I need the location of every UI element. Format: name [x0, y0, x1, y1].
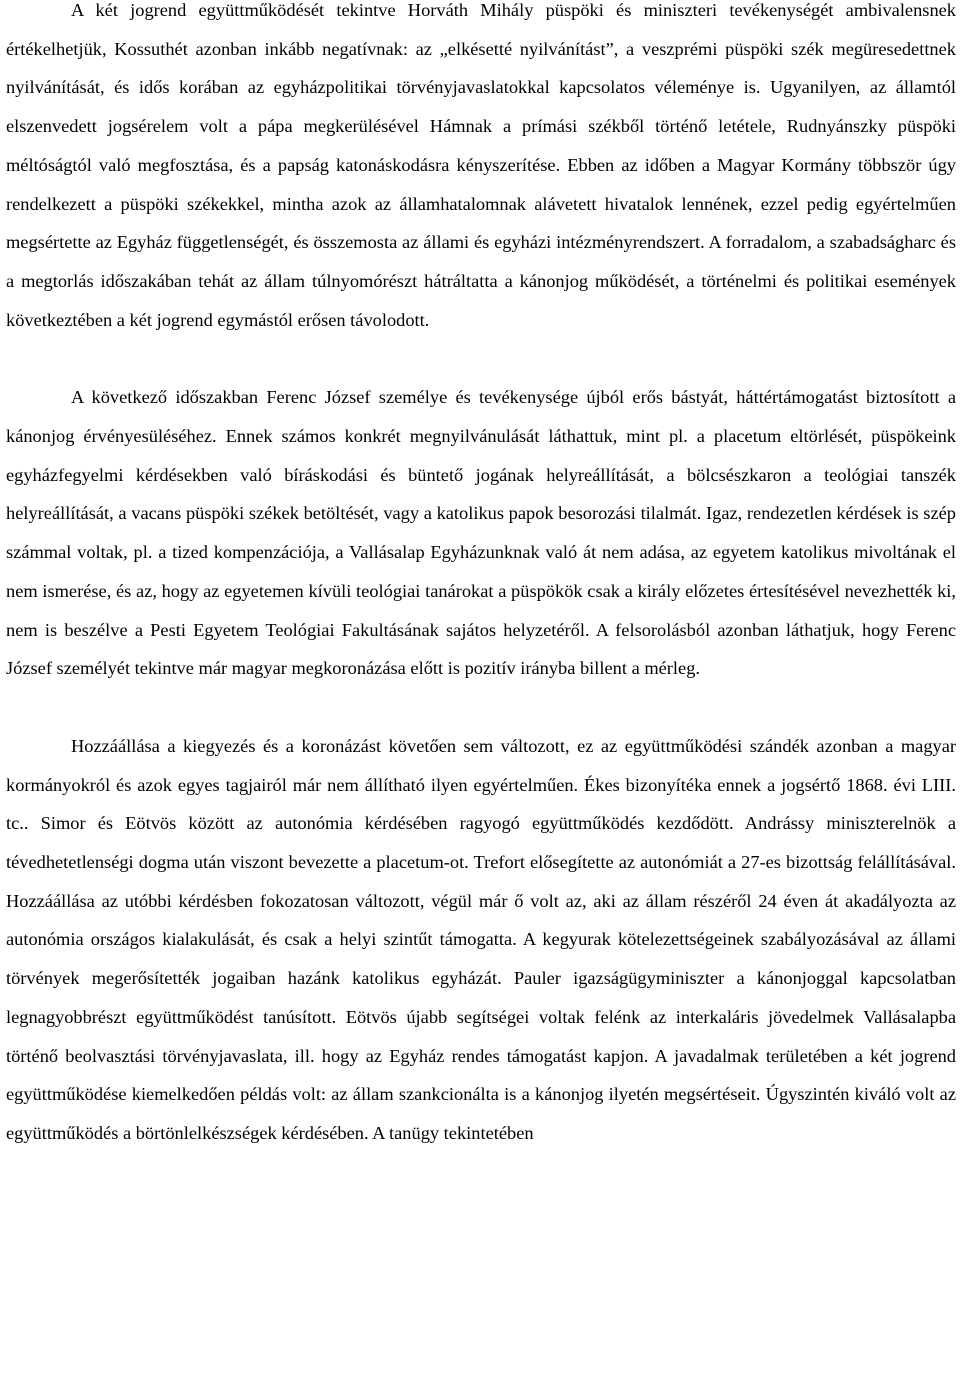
- paragraph-1: A két jogrend együttműködését tekintve Horváth Mihály püspöki és miniszteri tevékenységét ambivalensnek értékelhetjük, Kossuthét azonban inkább negatívnak: az „elkésetté nyilvánítást”, a veszprémi püspöki szék megüresedettnek nyilvánítását, és idős korában az egyházpolitikai törvényjavaslatokkal kapcsolatos véleménye is. Ugyanilyen, az államtól elszenvedett jogsérelem volt a pápa megkerülésével Hámnak a prímási székből történő letétele, Rudnyánszky püspöki méltóságtól való megfosztása, és a papság katonáskodásra kényszerítése. Ebben az időben a Magyar Kormány többször úgy rendelkezett a püspöki székekkel, mintha azok az államhatalomnak alávetett hivatalok lennének, ezzel pedig egyértelműen megsértette az Egyház függetlenségét, és összemosta az állami és egyházi intézményrendszert. A forradalom, a szabadságharc és a megtorlás időszakában tehát az állam túlnyomórészt hátráltatta a kánonjog működését, a történelmi és politikai események következtében a két jogrend egymástól erősen távolodott.: [6, 0, 956, 330]
- paragraph-3: Hozzáállása a kiegyezés és a koronázást követően sem változott, ez az együttműködési szándék azonban a magyar kormányokról és azok egyes tagjairól már nem állítható ilyen egyértelműen. Ékes bizonyítéka ennek a jogsértő 1868. évi LIII. tc.. Simor és Eötvös között az autonómia kérdésében ragyogó együttműködés kezdődött. Andrássy miniszterelnök a tévedhetetlenségi dogma után viszont bevezette a placetum-ot. Trefort elősegítette az autonómiát a 27-es bizottság felállításával. Hozzáállása az utóbbi kérdésben fokozatosan változott, végül már ő volt az, aki az állam részéről 24 éven át akadályozta az autonómia országos kialakulását, és csak a helyi szintűt támogatta. A kegyurak kötelezettségeinek szabályozásával az állami törvények megerősítették jogaiban hazánk katolikus egyházát. Pauler igazságügyminiszter a kánonjoggal kapcsolatban legnagyobbrészt együttműködést tanúsított. Eötvös újabb segítségei voltak felénk az interkaláris jövedelmek Vallásalapba történő beolvasztási törvényjavaslata, ill. hogy az Egyház rendes támogatást kapjon. A javadalmak területében a két jogrend együttműködése kiemelkedően példás volt: az állam szankcionálta is a kánonjog ilyetén megsértéseit. Úgyszintén kiváló volt az együttműködés a börtönlelkészségek kérdésében. A tanügy tekintetében: [6, 735, 956, 1143]
- paragraph-2: A következő időszakban Ferenc József személye és tevékenysége újból erős bástyát, háttértámogatást biztosított a kánonjog érvényesüléséhez. Ennek számos konkrét megnyilvánulását láthattuk, mint pl. a placetum eltörlését, püspökeink egyházfegyelmi kérdésekben való bíráskodási és büntető jogának helyreállítását, a bölcsészkaron a teológiai tanszék helyreállítását, a vacans püspöki székek betöltését, vagy a katolikus papok besorozási tilalmát. Igaz, rendezetlen kérdések is szép számmal voltak, pl. a tized kompenzációja, a Vallásalap Egyházunknak való át nem adása, az egyetem katolikus mivoltának el nem ismerése, és az, hogy az egyetemen kívüli teológiai tanárokat a püspökök csak a király előzetes értesítésével nevezhették ki, nem is beszélve a Pesti Egyetem Teológiai Fakultásának sajátos helyzetéről. A felsorolásból azonban láthatjuk, hogy Ferenc József személyét tekintve már magyar megkoronázása előtt is pozitív irányba billent a mérleg.: [6, 387, 956, 679]
